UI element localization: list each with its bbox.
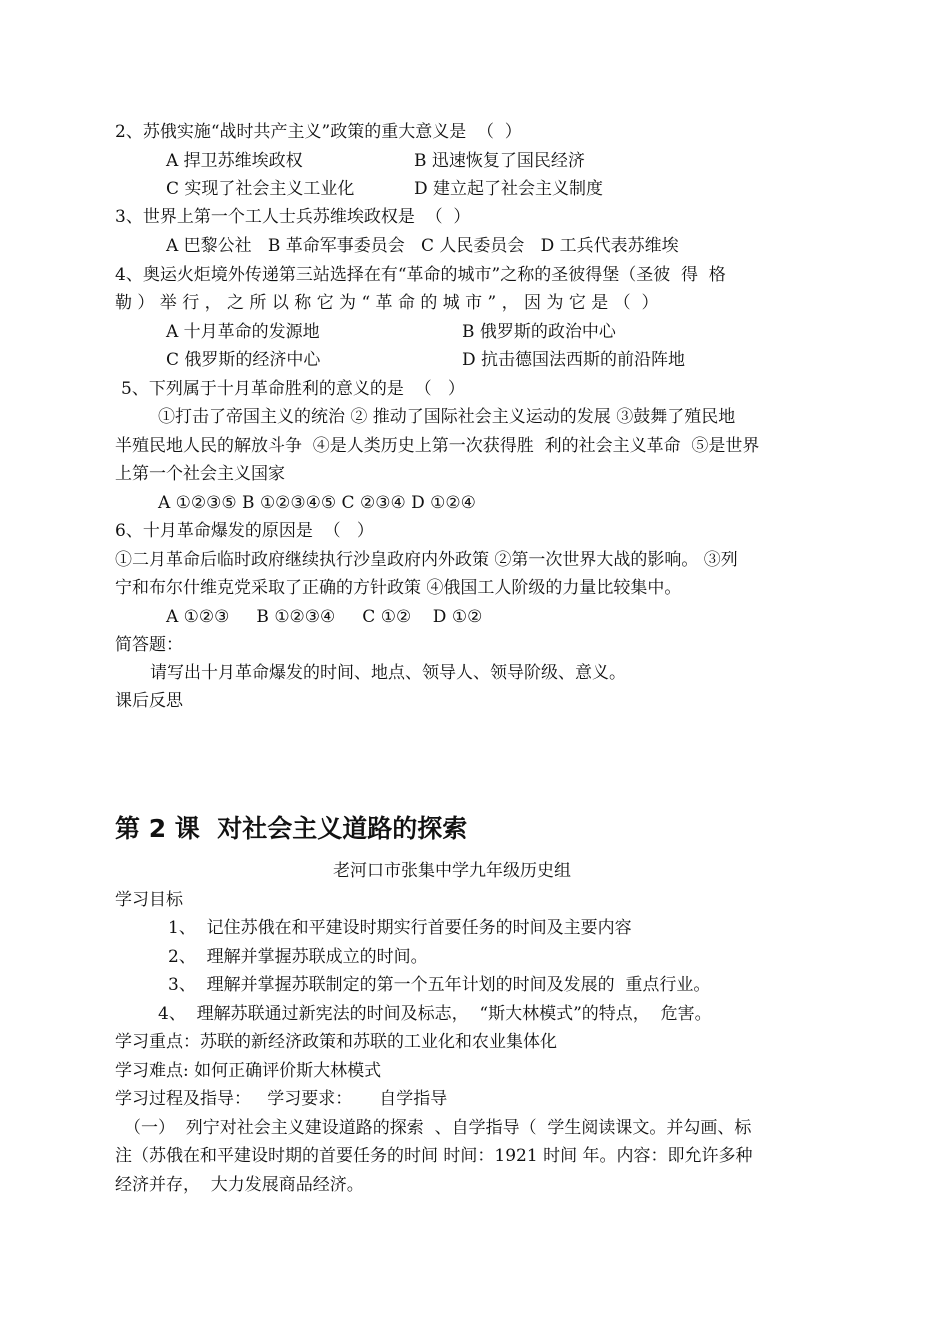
q4-option-d: D 抗击德国法西斯的前沿阵地 xyxy=(462,350,686,370)
lesson-title: 第 2 课 对社会主义道路的探索 xyxy=(115,814,468,843)
q2-option-a: A 捍卫苏维埃政权 xyxy=(166,151,303,171)
q6-body-line1: ①二月革命后临时政府继续执行沙皇政府内外政策 ②第一次世界大战的影响。 ③列 xyxy=(115,550,738,570)
q4-option-c: C 俄罗斯的经济中心 xyxy=(166,350,321,370)
process-line: 学习过程及指导： 学习要求： 自学指导 xyxy=(115,1089,448,1109)
q3-stem: 3、世界上第一个工人士兵苏维埃政权是 （ ） xyxy=(115,207,471,227)
objectives-heading: 学习目标 xyxy=(115,890,183,910)
q3-options: A 巴黎公社 B 革命军事委员会 C 人民委员会 D 工兵代表苏维埃 xyxy=(166,236,679,256)
author-line: 老河口市张集中学九年级历史组 xyxy=(333,861,571,881)
objective-item: 3、 理解并掌握苏联制定的第一个五年计划的时间及发展的 重点行业。 xyxy=(168,975,711,995)
paragraph-line1: （一） 列宁对社会主义建设道路的探索 、自学指导（ 学生阅读课文。并勾画、标 xyxy=(124,1118,752,1138)
objective-item: 4、 理解苏联通过新宪法的时间及标志， “斯大林模式”的特点， 危害。 xyxy=(158,1004,712,1024)
q4-stem-line2: 勒 ） 举 行 ， 之 所 以 称 它 为 “ 革 命 的 城 市 ” ， 因 为 它 是 （ ） xyxy=(115,293,659,313)
q2-option-c: C 实现了社会主义工业化 xyxy=(166,179,355,199)
q2-stem: 2、苏俄实施“战时共产主义”政策的重大意义是 （ ） xyxy=(115,122,522,142)
key-points: 学习重点：苏联的新经济政策和苏联的工业化和农业集体化 xyxy=(115,1032,557,1052)
q2-option-b: B 迅速恢复了国民经济 xyxy=(414,151,585,171)
q2-option-d: D 建立起了社会主义制度 xyxy=(414,179,604,199)
q6-stem: 6、十月革命爆发的原因是 （ ） xyxy=(115,521,374,541)
paragraph-line3: 经济并存， 大力发展商品经济。 xyxy=(115,1175,364,1195)
short-answer-heading: 简答题： xyxy=(115,635,183,655)
q5-body-line2: 半殖民地人民的解放斗争 ④是人类历史上第一次获得胜 利的社会主义革命 ⑤是世界 xyxy=(115,436,760,456)
difficulties: 学习难点: 如何正确评价斯大林模式 xyxy=(115,1061,382,1081)
q5-body-line1: ①打击了帝国主义的统治 ② 推动了国际社会主义运动的发展 ③鼓舞了殖民地 xyxy=(158,407,736,427)
q5-stem: 5、下列属于十月革命胜利的意义的是 （ ） xyxy=(121,379,465,399)
short-answer-prompt: 请写出十月革命爆发的时间、地点、领导人、领导阶级、意义。 xyxy=(150,663,626,683)
q5-options: A ①②③⑤ B ①②③④⑤ C ②③④ D ①②④ xyxy=(158,493,476,513)
objective-item: 2、 理解并掌握苏联成立的时间。 xyxy=(168,947,428,967)
q6-body-line2: 宁和布尔什维克党采取了正确的方针政策 ④俄国工人阶级的力量比较集中。 xyxy=(115,578,682,598)
paragraph-line2: 注（苏俄在和平建设时期的首要任务的时间 时间：1921 时间 年。内容：即允许多种 xyxy=(115,1146,753,1166)
objective-item: 1、 记住苏俄在和平建设时期实行首要任务的时间及主要内容 xyxy=(168,918,632,938)
reflection-heading: 课后反思 xyxy=(115,691,183,711)
q4-option-a: A 十月革命的发源地 xyxy=(166,322,320,342)
q5-body-line3: 上第一个社会主义国家 xyxy=(115,464,285,484)
q4-stem-line1: 4、奥运火炬境外传递第三站选择在有“革命的城市”之称的圣彼得堡（圣彼 得 格 xyxy=(115,265,726,285)
q6-options: A ①②③ B ①②③④ C ①② D ①② xyxy=(166,607,483,627)
q4-option-b: B 俄罗斯的政治中心 xyxy=(462,322,616,342)
